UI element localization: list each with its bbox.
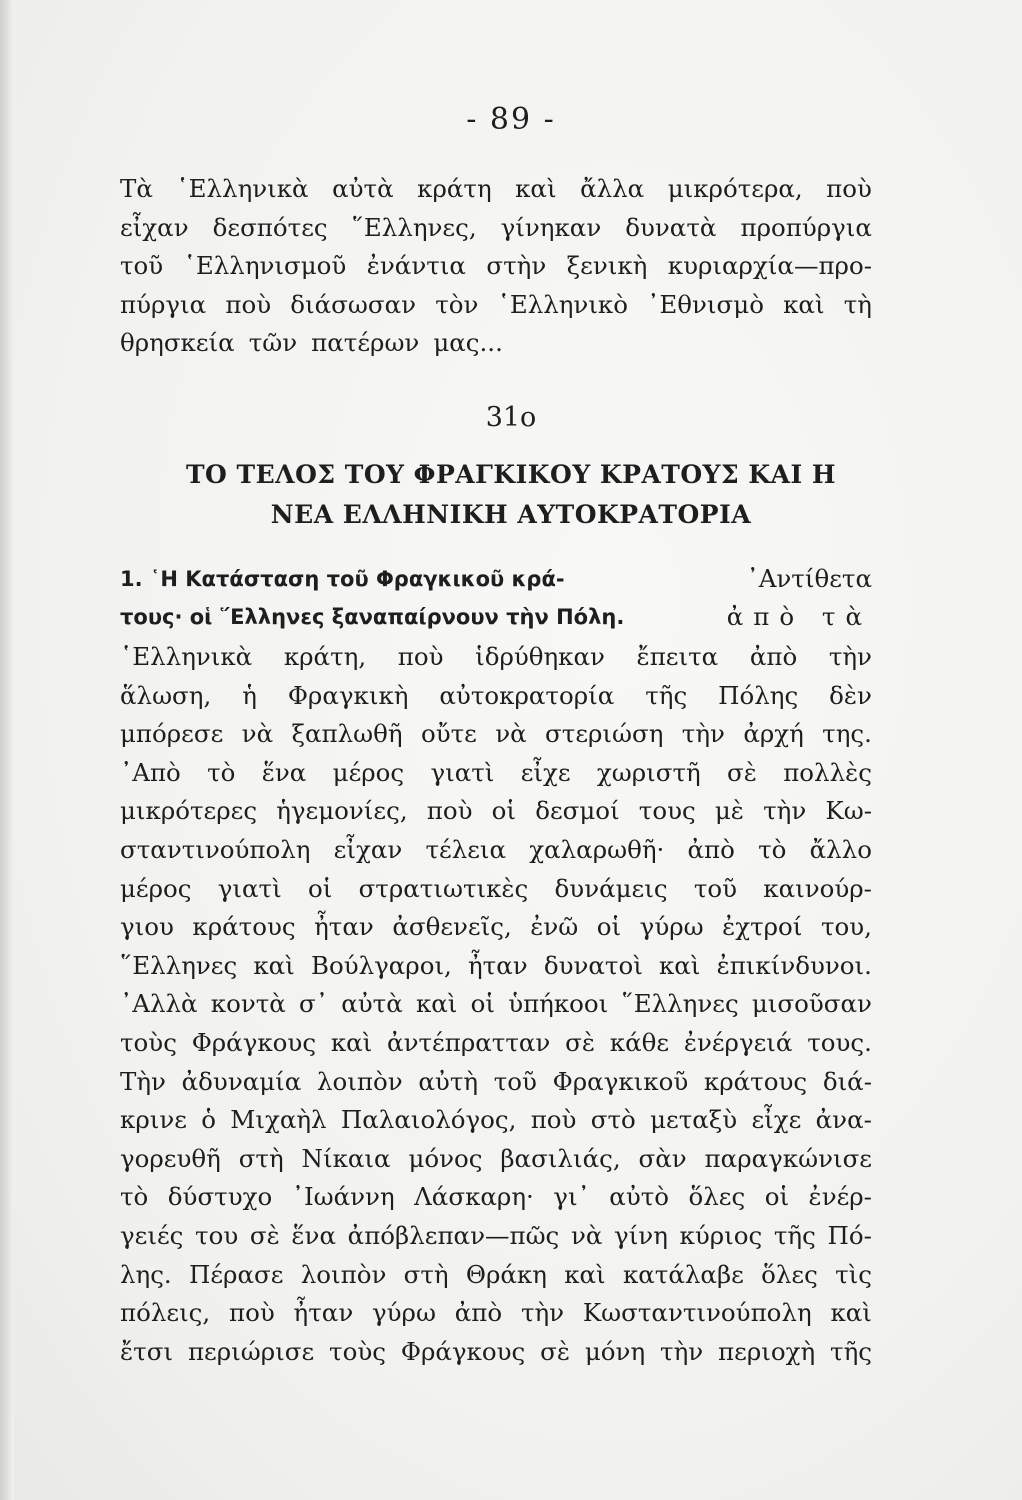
text-line: γορευθῆ στὴ Νίκαια μόνος βασιλιάς, σὰν παραγκώνισε	[120, 1143, 872, 1173]
text-line: θρησκεία τῶν πατέρων μας...	[120, 328, 503, 358]
section-heading-line-2	[120, 598, 872, 636]
body-paragraph	[120, 638, 872, 1371]
text-line: μέρος γιατὶ οἱ στρατιωτικὲς δυνάμεις τοῦ καινούρ-	[120, 873, 872, 903]
text-line: πόλεις, ποὺ ἦταν γύρω ἀπὸ τὴν Κωσταντινούπολη καὶ	[120, 1298, 872, 1328]
page-number: - 89 -	[466, 102, 556, 137]
section-heading-text-2: ἀπὸ τὰ	[726, 602, 872, 631]
text-line: γιου κράτους ἦταν ἀσθενεῖς, ἐνῶ οἱ γύρω ἐχτροί του,	[120, 912, 872, 942]
section-heading-title-1: 1. ῾Η Κατάσταση τοῦ Φραγκικοῦ κρά-	[120, 567, 565, 591]
text-line: μπόρεσε νὰ ξαπλωθῆ οὔτε νὰ στεριώση τὴν ἀρχή της.	[120, 719, 872, 749]
section-heading	[120, 560, 872, 636]
text-line: ἅλωση, ἡ Φραγκικὴ αὐτοκρατορία τῆς Πόλης δὲν	[120, 680, 872, 710]
chapter-title-line-1: ΤΟ ΤΕΛΟΣ ΤΟΥ ΦΡΑΓΚΙΚΟΥ ΚΡΑΤΟΥΣ ΚΑΙ Η	[185, 460, 837, 489]
text-line: σταντινούπολη εἶχαν τέλεια χαλαρωθῆ· ἀπὸ τὸ ἄλλο	[120, 834, 872, 864]
chapter-number: 31ο	[485, 402, 537, 433]
section-heading-title-2: τους· οἱ ῞Ελληνες ξαναπαίρνουν τὴν Πόλη.	[120, 605, 625, 629]
intro-paragraph	[120, 170, 872, 363]
text-line: τοῦ ῾Ελληνισμοῦ ἐνάντια στὴν ξενικὴ κυριαρχία—προ-	[120, 251, 872, 281]
text-line: ῞Ελληνες καὶ Βούλγαροι, ἦταν δυνατοὶ καὶ ἐπικίνδυνοι.	[120, 950, 872, 980]
page-edge-shadow	[0, 0, 14, 1500]
text-line: τοὺς Φράγκους καὶ ἀντέπρατταν σὲ κάθε ἐνέργειά τους.	[120, 1027, 872, 1057]
text-line: ἔτσι περιώρισε τοὺς Φράγκους σὲ μόνη τὴν περιοχὴ τῆς	[120, 1336, 872, 1366]
section-heading-text-1: ᾿Αντίθετα	[746, 564, 872, 593]
text-line: ῾Ελληνικὰ κράτη, ποὺ ἱδρύθηκαν ἔπειτα ἀπὸ τὴν	[120, 642, 872, 671]
text-line: κρινε ὁ Μιχαὴλ Παλαιολόγος, ποὺ στὸ μεταξὺ εἶχε ἀνα-	[120, 1105, 872, 1135]
text-line: πύργια ποὺ διάσωσαν τὸν ῾Ελληνικὸ ᾿Εθνισμὸ καὶ τὴ	[120, 289, 872, 319]
text-line: εἶχαν δεσπότες ῞Ελληνες, γίνηκαν δυνατὰ προπύργια	[120, 212, 872, 242]
text-line: μικρότερες ἡγεμονίες, ποὺ οἱ δεσμοί τους μὲ τὴν Κω-	[120, 796, 872, 826]
text-line: Τὴν ἀδυναμία λοιπὸν αὐτὴ τοῦ Φραγκικοῦ κράτους διά-	[120, 1066, 872, 1096]
text-line: γειές του σὲ ἕνα ἀπόβλεπαν—πῶς νὰ γίνη κύριος τῆς Πό-	[120, 1220, 872, 1250]
section-heading-line-1	[120, 560, 872, 598]
text-line: ᾿Απὸ τὸ ἕνα μέρος γιατὶ εἶχε χωριστῆ σὲ πολλὲς	[120, 757, 872, 787]
text-line: Τὰ ῾Ελληνικὰ αὐτὰ κράτη καὶ ἄλλα μικρότερα, ποὺ	[120, 174, 872, 203]
text-line: ᾿Αλλὰ κοντὰ σ᾿ αὐτὰ καὶ οἱ ὑπήκοοι ῞Ελληνες μισοῦσαν	[120, 989, 872, 1019]
chapter-title-line-2: ΝΕΑ ΕΛΛΗΝΙΚΗ ΑΥΤΟΚΡΑΤΟΡΙΑ	[270, 500, 752, 529]
text-line: λης. Πέρασε λοιπὸν στὴ Θράκη καὶ κατάλαβε ὅλες τὶς	[120, 1259, 872, 1289]
text-line: τὸ δύστυχο ᾿Ιωάννη Λάσκαρη· γι᾿ αὐτὸ ὅλες οἱ ἐνέρ-	[120, 1182, 872, 1212]
